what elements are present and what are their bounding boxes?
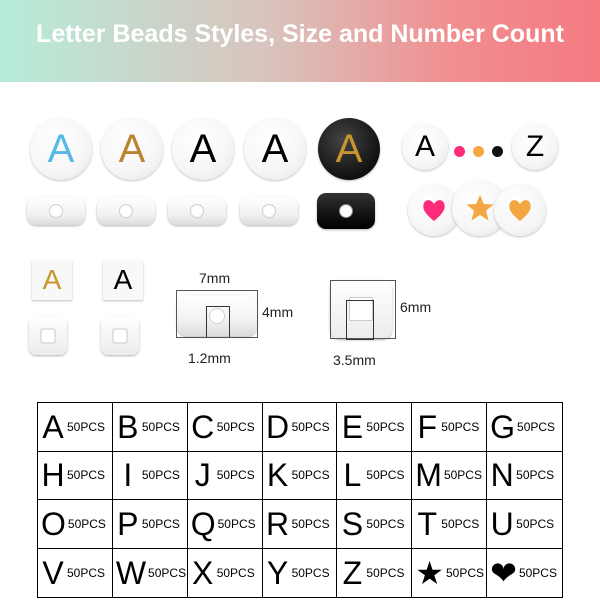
letter-glyph: R bbox=[266, 505, 290, 542]
letter-count-cell bbox=[337, 403, 412, 452]
count-label: 50PCS bbox=[216, 419, 255, 434]
letter-glyph: M bbox=[415, 457, 442, 494]
bead-side-view-black bbox=[317, 193, 375, 229]
letter-glyph: T bbox=[417, 505, 438, 542]
cube-bead-side bbox=[29, 317, 67, 355]
star-icon: ★ bbox=[415, 554, 444, 591]
count-label: 50PCS bbox=[216, 565, 255, 580]
count-label: 50PCS bbox=[366, 468, 405, 483]
letter-glyph: Q bbox=[190, 505, 216, 542]
letter-glyph: K bbox=[266, 457, 289, 494]
letter-count-cell bbox=[38, 452, 113, 501]
letter-count-cell bbox=[412, 500, 487, 549]
count-label: 50PCS bbox=[291, 468, 330, 483]
bead-letter: A bbox=[414, 130, 435, 163]
letter-glyph: J bbox=[194, 457, 211, 494]
letter-glyph: D bbox=[266, 408, 290, 445]
letter-glyph: A bbox=[42, 408, 64, 445]
banner-title: Letter Beads Styles, Size and Number Count bbox=[36, 20, 564, 48]
letter-count-cell bbox=[113, 452, 188, 501]
heart-icon bbox=[421, 198, 447, 222]
count-label: 50PCS bbox=[516, 516, 555, 531]
letter-count-cell bbox=[412, 452, 487, 501]
letter-count-grid bbox=[37, 402, 563, 598]
count-label: 50PCS bbox=[141, 516, 180, 531]
letter-glyph: N bbox=[490, 457, 514, 494]
count-label: 50PCS bbox=[148, 565, 187, 580]
letter-glyph: Z bbox=[342, 554, 363, 591]
count-label: 50PCS bbox=[67, 468, 106, 483]
letter-count-cell bbox=[487, 403, 562, 452]
letter-glyph: X bbox=[192, 554, 214, 591]
dimension-box bbox=[176, 290, 258, 338]
count-label: 50PCS bbox=[366, 419, 405, 434]
round-bead-black-letter-2 bbox=[244, 118, 306, 180]
letter-count-cell bbox=[487, 452, 562, 501]
cube-bead-side bbox=[101, 317, 139, 355]
bead-side-view bbox=[240, 197, 298, 225]
count-label: 50PCS bbox=[67, 565, 106, 580]
letter-glyph: I bbox=[123, 457, 133, 494]
letter-glyph: C bbox=[191, 408, 215, 445]
dot-icon bbox=[454, 146, 465, 157]
count-label: 50PCS bbox=[517, 419, 556, 434]
heart-icon bbox=[507, 198, 533, 222]
letter-count-cell bbox=[263, 452, 338, 501]
letter-count-cell bbox=[337, 452, 412, 501]
letter-glyph: E bbox=[341, 408, 364, 445]
letter-glyph: W bbox=[115, 554, 147, 591]
letter-glyph: H bbox=[41, 457, 65, 494]
letter-count-cell bbox=[38, 549, 113, 598]
letter-count-cell bbox=[188, 452, 263, 501]
letter-glyph: L bbox=[343, 457, 362, 494]
round-bead-black-letter bbox=[172, 118, 234, 180]
letter-count-cell bbox=[337, 549, 412, 598]
count-label: 50PCS bbox=[291, 419, 330, 434]
round-bead-black-bead bbox=[318, 118, 380, 180]
count-label: 50PCS bbox=[67, 516, 106, 531]
count-label: 50PCS bbox=[291, 516, 330, 531]
bead-letter: A bbox=[189, 126, 217, 171]
bead-letter: A bbox=[113, 264, 133, 295]
letter-glyph: G bbox=[490, 408, 516, 445]
cube-bead-black-letter bbox=[103, 260, 143, 300]
count-label: 50PCS bbox=[217, 516, 256, 531]
bead-letter: Z bbox=[525, 130, 545, 163]
bead-start-letter bbox=[402, 124, 448, 170]
letter-glyph: P bbox=[117, 505, 139, 542]
bead-side-view bbox=[168, 197, 226, 225]
round-bead-blue-letter bbox=[30, 118, 92, 180]
count-label: 50PCS bbox=[141, 468, 180, 483]
round-height-label: 4mm bbox=[262, 304, 294, 320]
letter-glyph: S bbox=[341, 505, 364, 542]
letter-glyph: V bbox=[42, 554, 64, 591]
count-label: 50PCS bbox=[441, 516, 480, 531]
count-label: 50PCS bbox=[216, 468, 255, 483]
bead-letter: A bbox=[261, 126, 289, 171]
letter-count-cell bbox=[188, 549, 263, 598]
bead-side-view bbox=[27, 197, 85, 225]
letter-count-cell bbox=[263, 549, 338, 598]
count-label: 50PCS bbox=[141, 419, 180, 434]
count-label: 50PCS bbox=[443, 468, 482, 483]
letter-count-cell bbox=[188, 403, 263, 452]
letter-count-cell bbox=[412, 549, 487, 598]
count-label: 50PCS bbox=[441, 419, 480, 434]
cube-hole-label: 3.5mm bbox=[333, 352, 376, 368]
letter-count-cell bbox=[113, 500, 188, 549]
title-banner bbox=[0, 0, 600, 82]
letter-count-cell bbox=[113, 403, 188, 452]
count-label: 50PCS bbox=[445, 565, 484, 580]
dot-icon bbox=[492, 146, 503, 157]
letter-count-cell bbox=[188, 500, 263, 549]
letter-count-cell bbox=[412, 403, 487, 452]
count-label: 50PCS bbox=[67, 419, 106, 434]
count-label: 50PCS bbox=[516, 468, 555, 483]
bead-letter: A bbox=[42, 264, 62, 295]
bead-letter: A bbox=[335, 126, 363, 171]
letter-glyph: O bbox=[41, 505, 66, 542]
bead-side-view bbox=[97, 197, 155, 225]
letter-count-cell bbox=[113, 549, 188, 598]
letter-glyph: B bbox=[117, 408, 139, 445]
bead-letter: A bbox=[47, 126, 75, 171]
heart-bead-yellow bbox=[494, 184, 546, 236]
round-width-label: 7mm bbox=[199, 270, 231, 286]
round-hole-label: 1.2mm bbox=[188, 350, 231, 366]
star-icon bbox=[465, 193, 495, 223]
round-bead-gold-letter bbox=[101, 118, 163, 180]
letter-count-cell bbox=[487, 500, 562, 549]
dimension-line bbox=[346, 300, 374, 340]
cube-bead-gold-letter bbox=[32, 260, 72, 300]
letter-count-cell bbox=[38, 500, 113, 549]
letter-count-cell bbox=[263, 403, 338, 452]
count-label: 50PCS bbox=[366, 565, 405, 580]
heart-icon: ❤ bbox=[490, 554, 517, 591]
letter-count-cell bbox=[337, 500, 412, 549]
dot-icon bbox=[473, 146, 484, 157]
bead-end-letter bbox=[512, 124, 558, 170]
letter-count-cell bbox=[38, 403, 113, 452]
letter-glyph: F bbox=[417, 408, 438, 445]
cube-size-label: 6mm bbox=[400, 299, 432, 315]
count-label: 50PCS bbox=[518, 565, 557, 580]
count-label: 50PCS bbox=[366, 516, 405, 531]
letter-count-cell bbox=[263, 500, 338, 549]
letter-count-cell bbox=[487, 549, 562, 598]
count-label: 50PCS bbox=[291, 565, 330, 580]
letter-glyph: U bbox=[490, 505, 514, 542]
letter-glyph: Y bbox=[266, 554, 289, 591]
bead-letter: A bbox=[118, 126, 146, 171]
